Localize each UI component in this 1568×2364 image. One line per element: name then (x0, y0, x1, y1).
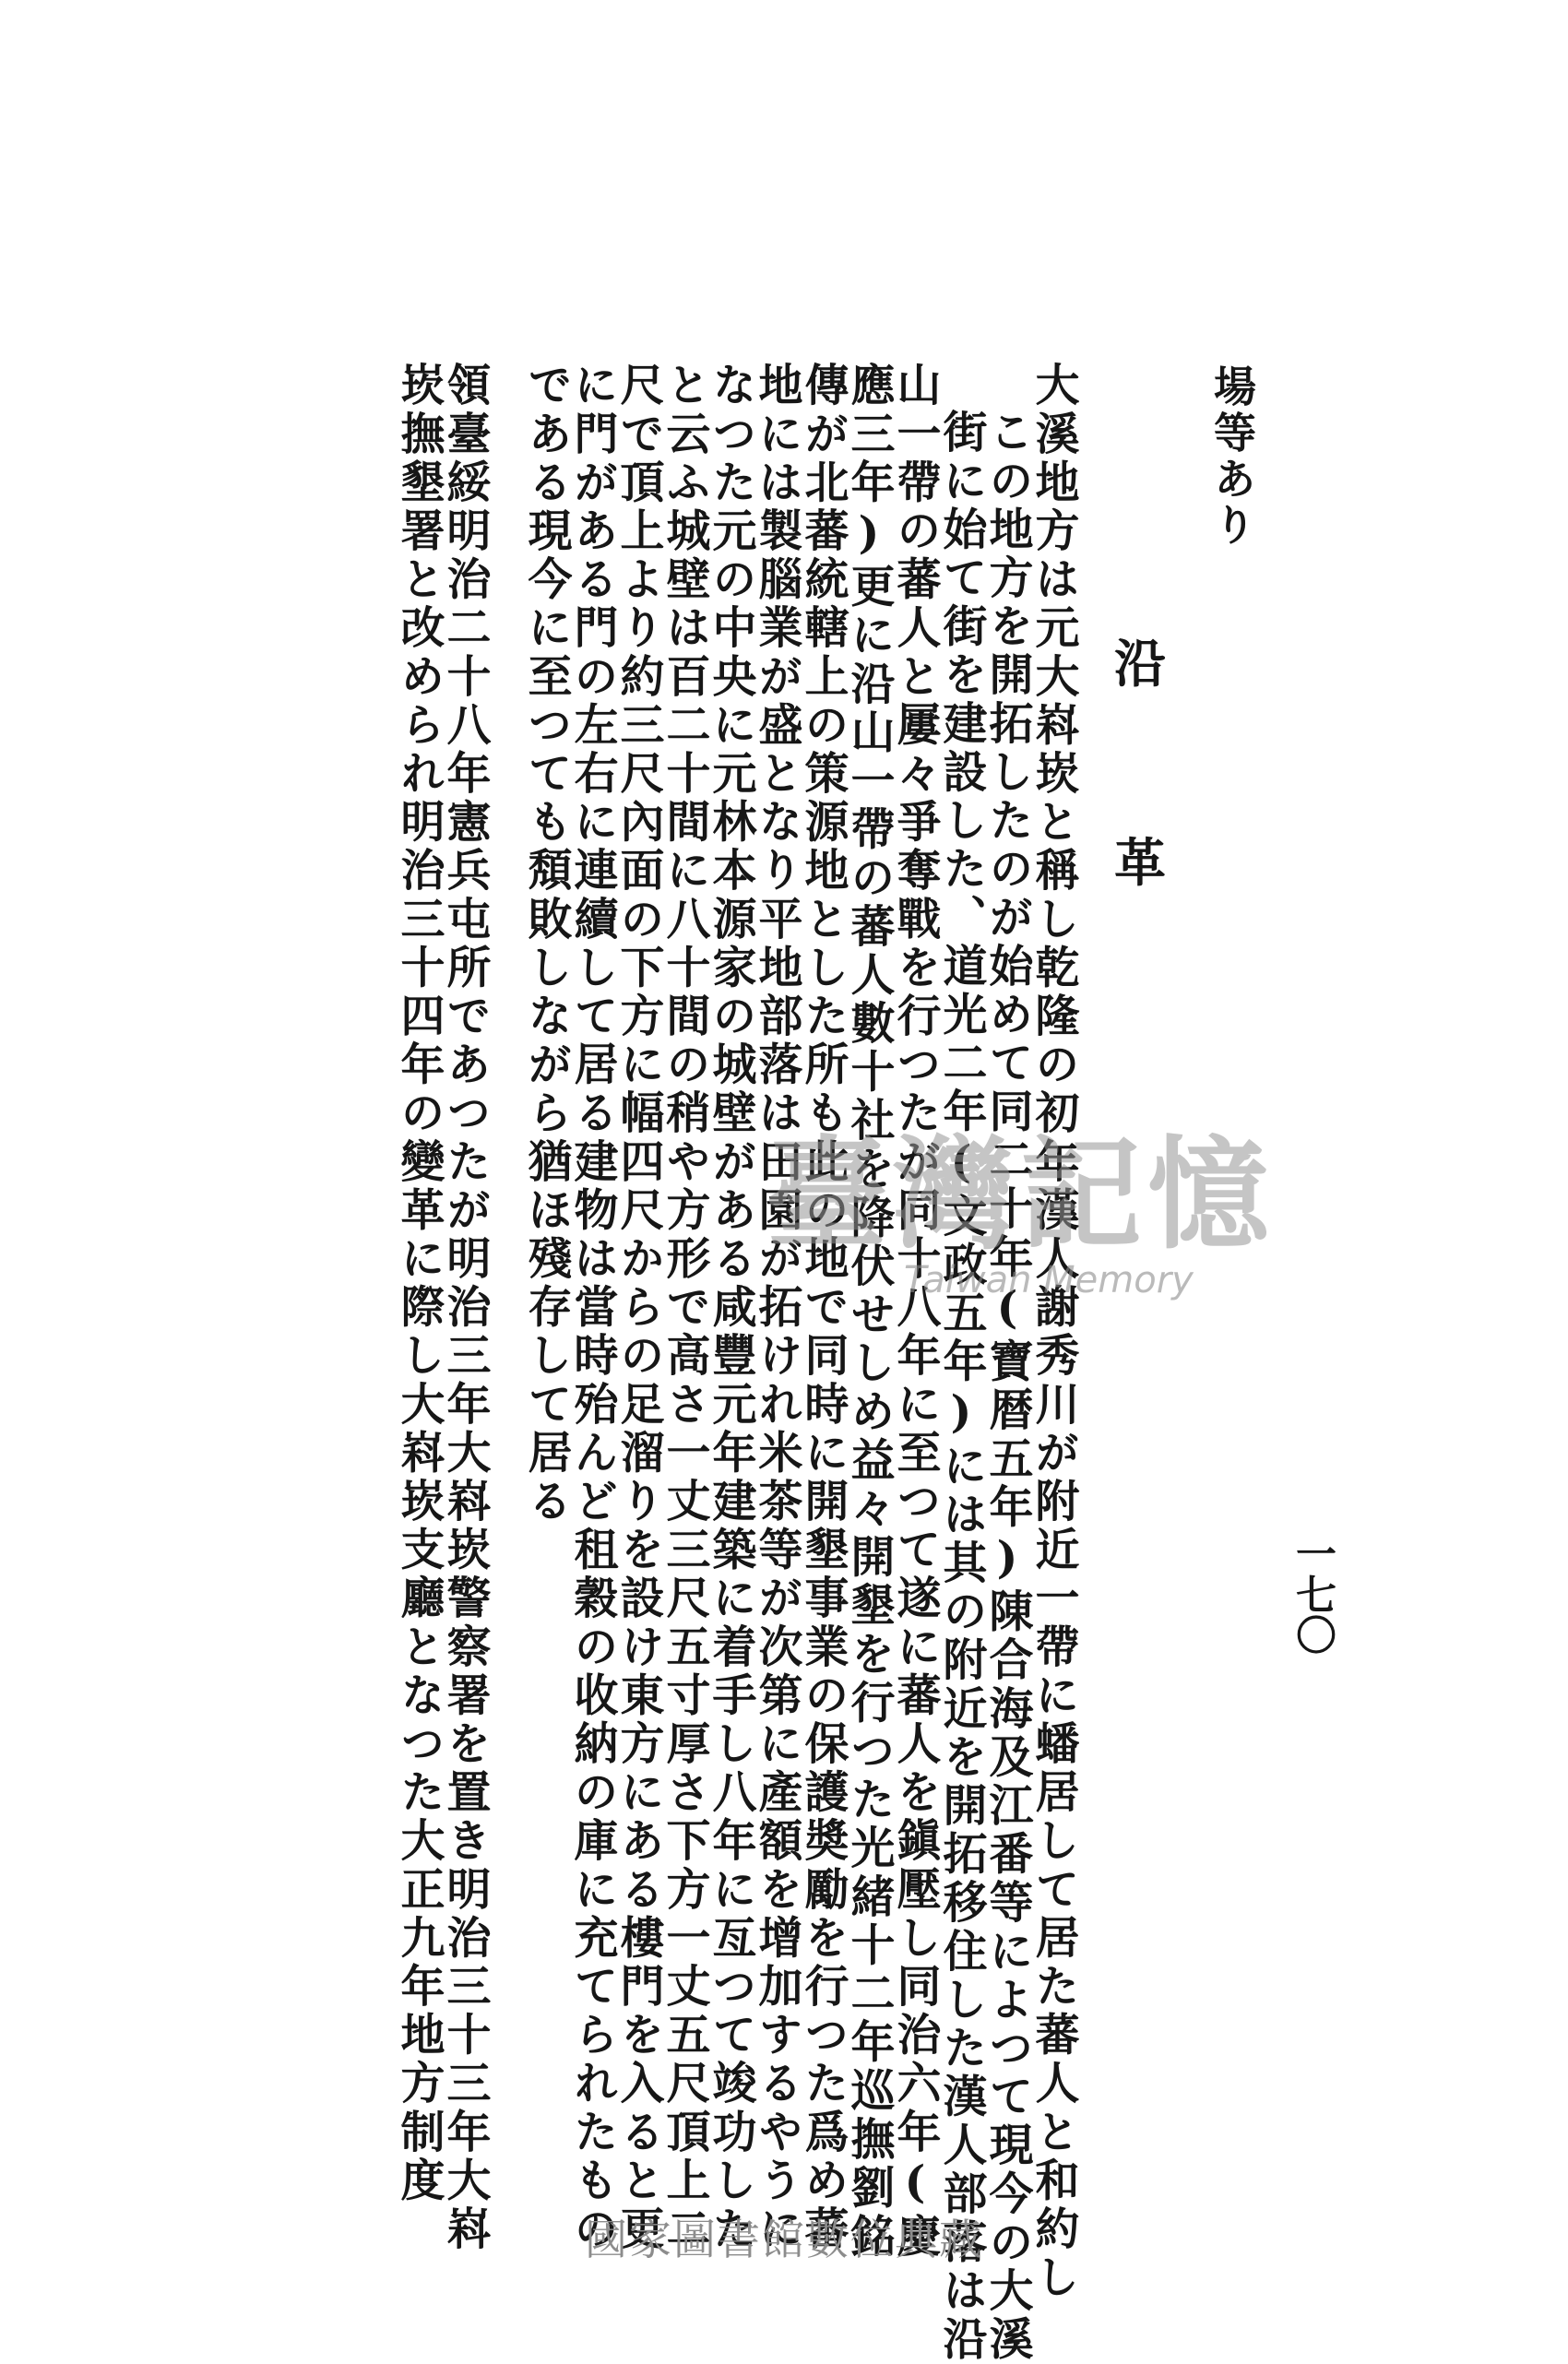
taiwan-memory-watermark (766, 1123, 1282, 1319)
header-note: 場等あり (1207, 364, 1257, 549)
body-line-5: 應三年)更に沿山一帶の蕃人數十社を降伏せしめ益々開墾を行つた光緒十二年巡撫劉銘 (843, 362, 895, 2262)
body-line-12: である現今に至つても頽敗しながら猶ほ殘存して居る (520, 362, 572, 1527)
section-heading-char-1: 沿 (1114, 634, 1166, 695)
body-line-10: 尺で頂上より約三尺內面の下方に幅四尺からの足溜りを設け東方にある樓門を入ると更 (612, 362, 664, 2254)
library-footer: 國家圖書館數位典藏 (585, 2215, 983, 2264)
watermark-main-text: 臺灣記憶 (766, 1123, 1275, 1266)
body-line-8: なつた元の中央に元林本源家の城壁がある咸豐元年建築に着手し八年に亙つて竣功した (705, 362, 756, 2254)
body-line-13: 領臺綏明治二十八年憲兵屯所であつたが明治三年大嵙崁警察署を置き明治三十三年大嵙 (439, 362, 491, 2254)
body-line-2: この地方を開拓したのが始めて同二十年(寶暦五年)陳合海及江番等によつて現今の大溪 (981, 409, 1033, 2364)
body-line-14: 崁撫墾署と改められ明治三十四年の變革に際し大嵙崁支廳となつた大正九年地方制度 (393, 362, 445, 2205)
body-line-9: と云ふ城壁は百二十間に八十間の稍や方形で高さ一丈三尺五寸厚さ下方一丈五尺頂上二 (659, 362, 710, 2254)
body-line-7: 地には製腦業が盛となり平地部落は田園が拓けれ米茶等が次第に產額を增加するやうに (751, 362, 802, 2254)
watermark-sub-text: Taiwan Memory (904, 1259, 1194, 1301)
body-line-4: 山一帶の蕃人と屢々爭奪戰を行つたが同十八年に至つて遂に蕃人を鎭壓し同治六年(慶 (889, 362, 941, 2262)
body-line-11: に門がある門の左右に連續して居る建物は當時殆んど租穀の收納の庫に充てられたもの (566, 362, 618, 2254)
section-heading-char-2: 革 (1114, 833, 1166, 894)
body-line-3: 街に始て街を建設した、道光二年(文政五年)には其の附近を開拓移住した漢人部落は沿 (935, 409, 987, 2364)
body-line-1: 大溪地方は元大嵙崁と稱し乾隆の初年漢人謝秀川が附近一帶に蟠居して居た蕃人と和約し (1028, 362, 1079, 2302)
page-number: 一七〇 (1289, 1533, 1336, 1655)
body-line-6: 傳が北蕃統轄上の策源地とした所も此の地で同時に開墾事業の保護奬勵を行つた爲め蕃 (797, 362, 849, 2254)
